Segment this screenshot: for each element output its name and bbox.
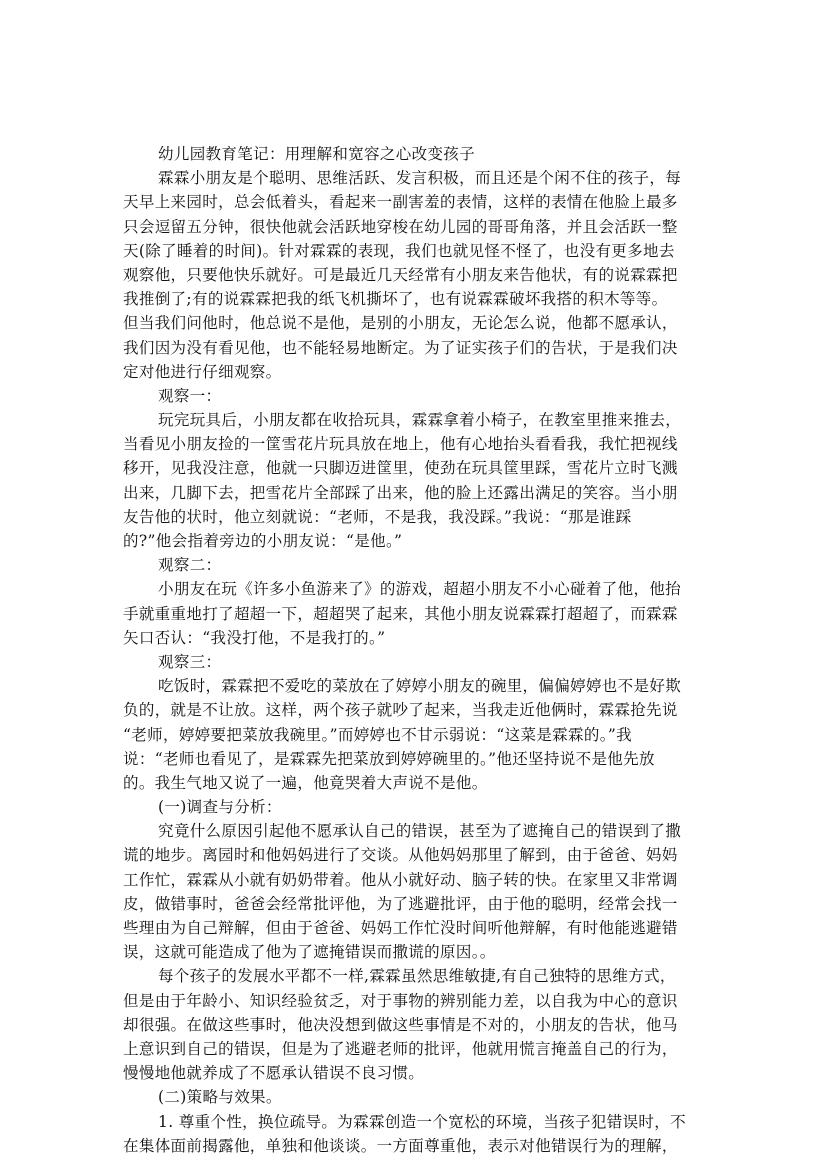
text-line: 负的，就是不让放。这样，两个孩子就吵了起来，当我走近他俩时，霖霖抢先说 [123, 701, 678, 720]
text-line: 天早上来园时，总会低着头，看起来一副害羞的表情，这样的表情在他脸上最多 [123, 193, 678, 212]
text-line: 皮，做错事时，爸爸会经常批评他，为了逃避批评，由于他的聪明，经常会找一 [123, 894, 678, 913]
text-line: 我们因为没有看见他，也不能轻易地断定。为了证实孩子们的告状，于是我们决 [123, 338, 678, 357]
text-line: 但当我们问他时，他总说不是他，是别的小朋友，无论怎么说，他都不愿承认， [123, 314, 678, 333]
text-line: 但是由于年龄小、知识经验贫乏，对于事物的辨别能力差，以自我为中心的意识 [123, 991, 678, 1010]
text-line: 当看见小朋友捡的一筐雪花片玩具放在地上，他有心地抬头看看我，我忙把视线 [123, 435, 678, 454]
text-line: 的。我生气地又说了一遍，他竟哭着大声说不是他。 [123, 773, 488, 792]
text-line: 些理由为自己辩解，但由于爸爸、妈妈工作忙没时间听他辩解，有时他能逃避错 [123, 919, 678, 937]
text-line: 观察一： [158, 386, 222, 405]
text-line: 玩完玩具后，小朋友都在收拾玩具，霖霖拿着小椅子，在教室里推来推去， [158, 411, 682, 430]
text-line: 的?”他会指着旁边的小朋友说：“是他。” [123, 532, 403, 550]
text-line: 手就重重地打了超超一下，超超哭了起来，其他小朋友说霖霖打超超了，而霖霖 [123, 604, 678, 623]
text-line: 友告他的状时，他立刻就说：“老师，不是我，我没踩。”我说：“那是谁踩 [123, 507, 632, 526]
text-line: “老师，婷婷要把菜放我碗里。”而婷婷也不甘示弱说：“这菜是霖霖的。”我 [123, 725, 632, 744]
text-line: 矢口否认：“我没打他，不是我打的。” [123, 628, 386, 647]
text-line: 每个孩子的发展水平都不一样,霖霖虽然思维敏捷,有自己独特的思维方式， [158, 967, 676, 986]
document-body [123, 166, 707, 1158]
text-line: 移开，见我没注意，他就一只脚迈进筐里，使劲在玩具筐里踩，雪花片立时飞溅 [123, 459, 678, 478]
document-title: 幼儿园教育笔记：用理解和宽容之心改变孩子 [158, 145, 476, 163]
text-line: 观察他，只要他快乐就好。可是最近几天经常有小朋友来告他状，有的说霖霖把 [123, 265, 678, 284]
text-line: 1. 尊重个性，换位疏导。为霖霖创造一个宽松的环境，当孩子犯错误时，不 [158, 1112, 686, 1131]
text-line: (二)策略与效果。 [158, 1088, 282, 1107]
text-line: 谎的地步。离园时和他妈妈进行了交谈。从他妈妈那里了解到，由于爸爸、妈妈 [123, 846, 678, 865]
text-line: 小朋友在玩《许多小鱼游来了》的游戏，超超小朋友不小心碰着了他，他抬 [158, 580, 682, 599]
document-page [123, 142, 707, 1158]
text-line: 误，这就可能造成了他为了遮掩错误而撒谎的原因。。 [123, 943, 496, 962]
text-line: 观察二： [158, 556, 222, 575]
text-line: 在集体面前揭露他，单独和他谈谈。一方面尊重他，表示对他错误行为的理解， [123, 1136, 678, 1155]
text-line: 吃饭时，霖霖把不爱吃的菜放在了婷婷小朋友的碗里，偏偏婷婷也不是好欺 [158, 677, 682, 696]
text-line: 霖霖小朋友是个聪明、思维活跃、发言积极，而且还是个闲不住的孩子，每 [158, 169, 682, 188]
text-line: 只会逗留五分钟，很快他就会活跃地穿梭在幼儿园的哥哥角落，并且会活跃一整 [123, 217, 678, 236]
text-line: 工作忙，霖霖从小就有奶奶带着。他从小就好动、脑子转的快。在家里又非常调 [123, 870, 678, 889]
text-line: 却很强。在做这些事时，他决没想到做这些事情是不对的，小朋友的告状，他马 [123, 1015, 678, 1034]
text-line: 究竟什么原因引起他不愿承认自己的错误，甚至为了遮掩自己的错误到了撒 [158, 822, 682, 841]
text-line: 说：“老师也看见了，是霖霖先把菜放到婷婷碗里的。”他还坚持说不是他先放 [123, 749, 655, 768]
text-line: 上意识到自己的错误，但是为了逃避老师的批评，他就用慌言掩盖自己的行为， [123, 1039, 678, 1058]
text-line: 观察三： [158, 652, 222, 671]
text-line: 出来，几脚下去，把雪花片全部踩了出来，他的脸上还露出满足的笑容。当小朋 [123, 483, 678, 502]
text-line: 天(除了睡着的时间)。针对霖霖的表现，我们也就见怪不怪了，也没有更多地去 [123, 241, 675, 260]
text-line: 定对他进行仔细观察。 [123, 362, 282, 381]
text-line: 慢慢地他就养成了不愿承认错误不良习惯。 [123, 1064, 425, 1083]
text-line: (一)调查与分析： [158, 798, 282, 817]
text-line: 我推倒了;有的说霖霖把我的纸飞机撕坏了，也有说霖霖破坏我搭的积木等等。 [123, 290, 668, 309]
